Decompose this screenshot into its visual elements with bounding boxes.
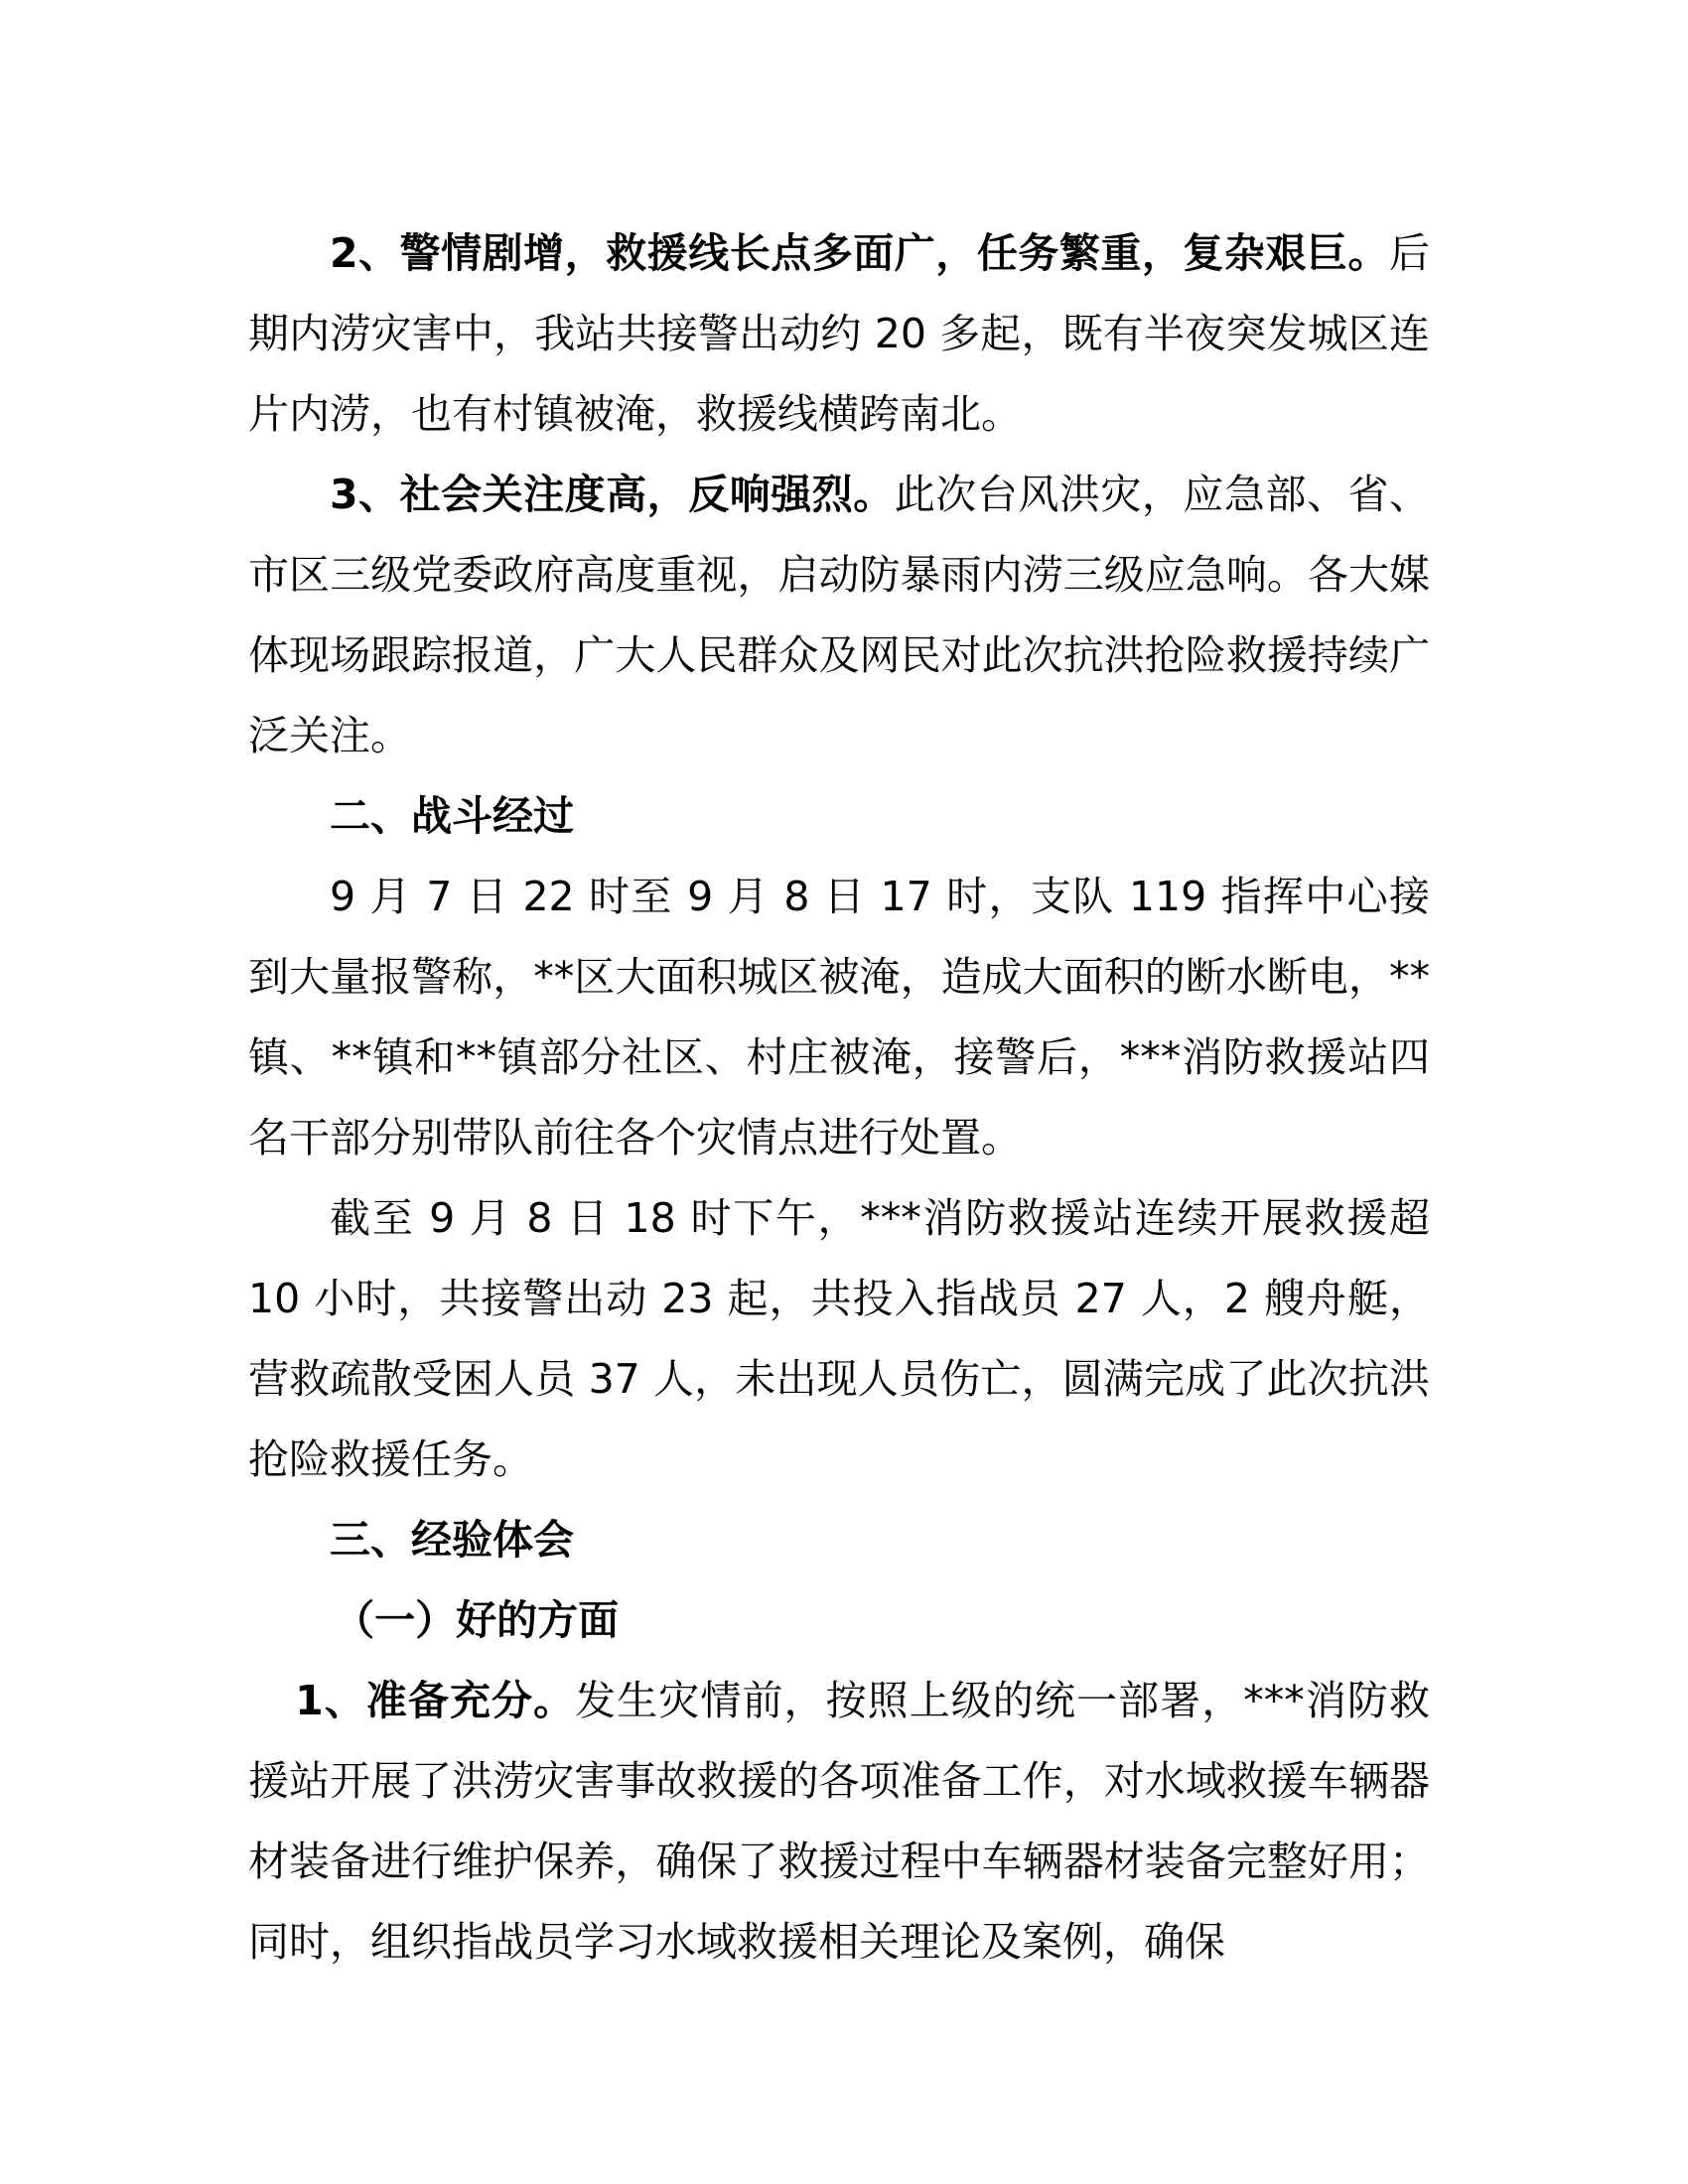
paragraph-social-attention (248, 455, 1430, 776)
subheading-good-aspects: （一）好的方面 (334, 1596, 620, 1644)
document-page (248, 213, 1430, 1982)
paragraph-body: 后期内涝灾害中，我站共接警出动约 20 多起，既有半夜突发城区连片内涝，也有村镇被淹，救援线横跨南北。 (248, 229, 1430, 438)
section-heading-battle: 二、战斗经过 (330, 792, 574, 840)
paragraph-body: 发生灾情前，按照上级的统一部署，***消防救援站开展了洪涝灾害事故救援的各项准备工作，对水域救援车辆器材装备进行维护保养，确保了救援过程中车辆器材装备完整好用；同时，组织指战员学习水域救援相关理论及案例，确保 (248, 1677, 1431, 1966)
paragraph-body: 此次台风洪灾，应急部、省、市区三级党委政府高度重视，启动防暴雨内涝三级应急响。各大媒体现场跟踪报道，广大人民群众及网民对此次抗洪抢险救援持续广泛关注。 (248, 471, 1430, 759)
paragraph-lead: 2、警情剧增，救援线长点多面广，任务繁重，复杂艰巨。 (330, 229, 1389, 277)
paragraph-battle-2: 截至 9 月 8 日 18 时下午，***消防救援站连续开展救援超 10 小时，共接警出动 23 起，共投入指战员 27 人，2 艘舟艇，营救疏散受困人员 37 人，未出现人员伤亡，圆满完成了此次抗洪抢险救援任务。 (248, 1194, 1430, 1483)
paragraph-alert-surge (248, 213, 1430, 455)
paragraph-preparation (248, 1661, 1430, 1982)
section-heading-experience: 三、经验体会 (330, 1516, 574, 1564)
paragraph-lead: 3、社会关注度高，反响强烈。 (330, 471, 895, 518)
paragraph-lead: 1、准备充分。 (295, 1677, 576, 1724)
paragraph-battle-1: 9 月 7 日 22 时至 9 月 8 日 17 时，支队 119 指挥中心接到大量报警称，**区大面积城区被淹，造成大面积的断水断电，**镇、**镇和**镇部分社区、村庄被淹，接警后，***消防救援站四名干部分别带队前往各个灾情点进行处置。 (248, 873, 1430, 1161)
